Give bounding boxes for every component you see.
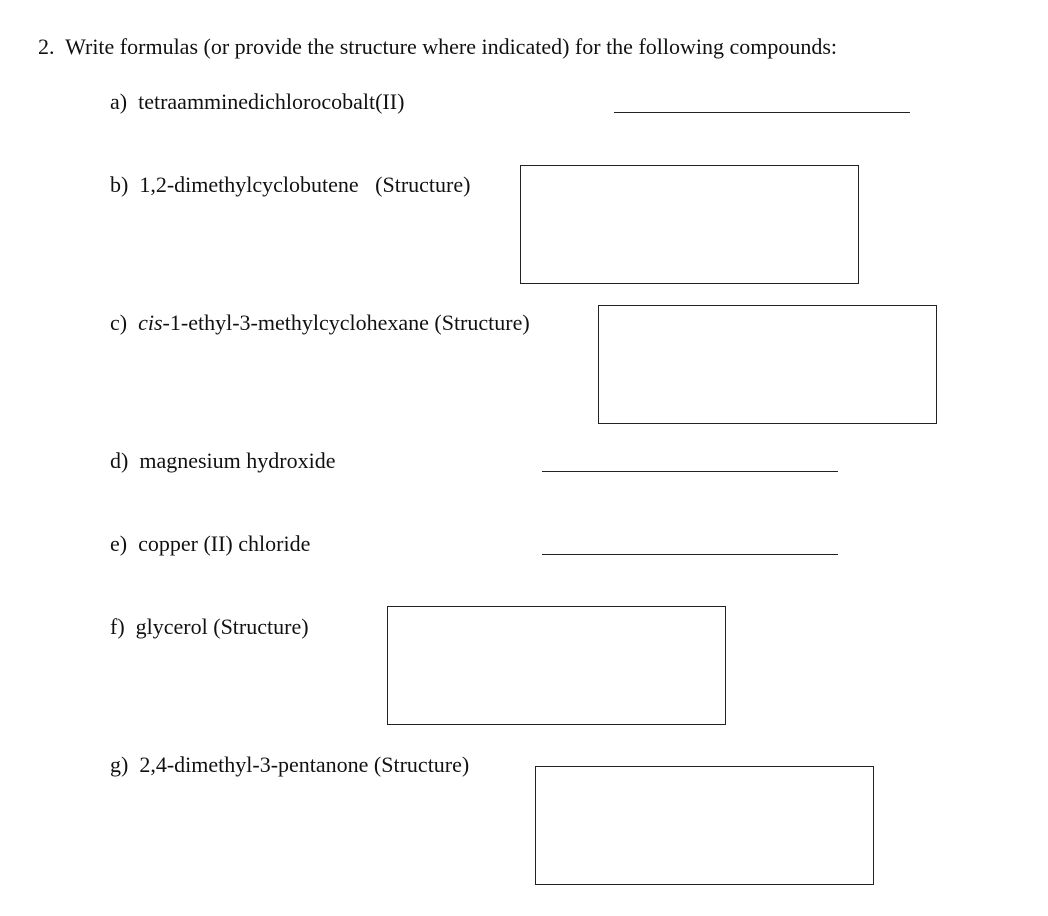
- answer-line-e[interactable]: [542, 554, 838, 555]
- item-text: 1,2-dimethylcyclobutene (Structure): [139, 172, 471, 197]
- item-g: [110, 752, 469, 778]
- answer-box-b[interactable]: [520, 165, 859, 284]
- item-b: [110, 172, 470, 198]
- item-prefix-italic: cis: [138, 310, 163, 335]
- item-letter: b): [110, 172, 129, 197]
- question-header: [38, 34, 837, 60]
- item-text: tetraamminedichlorocobalt(II): [138, 89, 405, 114]
- item-f: [110, 614, 309, 640]
- item-letter: e): [110, 531, 128, 556]
- item-a: [110, 89, 404, 115]
- item-text: glycerol (Structure): [135, 614, 309, 639]
- item-letter: g): [110, 752, 129, 777]
- item-text: 2,4-dimethyl-3-pentanone (Structure): [139, 752, 470, 777]
- item-letter: c): [110, 310, 128, 335]
- answer-box-g[interactable]: [535, 766, 874, 885]
- question-prompt: Write formulas (or provide the structure where indicated) for the following compounds:: [65, 34, 838, 59]
- item-letter: f): [110, 614, 125, 639]
- item-text: magnesium hydroxide: [139, 448, 336, 473]
- answer-box-f[interactable]: [387, 606, 726, 725]
- answer-line-d[interactable]: [542, 471, 838, 472]
- answer-line-a[interactable]: [614, 112, 910, 113]
- item-d: [110, 448, 335, 474]
- question-number: 2.: [38, 34, 55, 59]
- item-text: copper (II) chloride: [138, 531, 311, 556]
- item-text: -1-ethyl-3-methylcyclohexane (Structure): [162, 310, 530, 335]
- item-e: [110, 531, 310, 557]
- answer-box-c[interactable]: [598, 305, 937, 424]
- item-letter: a): [110, 89, 128, 114]
- item-letter: d): [110, 448, 129, 473]
- item-c: [110, 310, 530, 336]
